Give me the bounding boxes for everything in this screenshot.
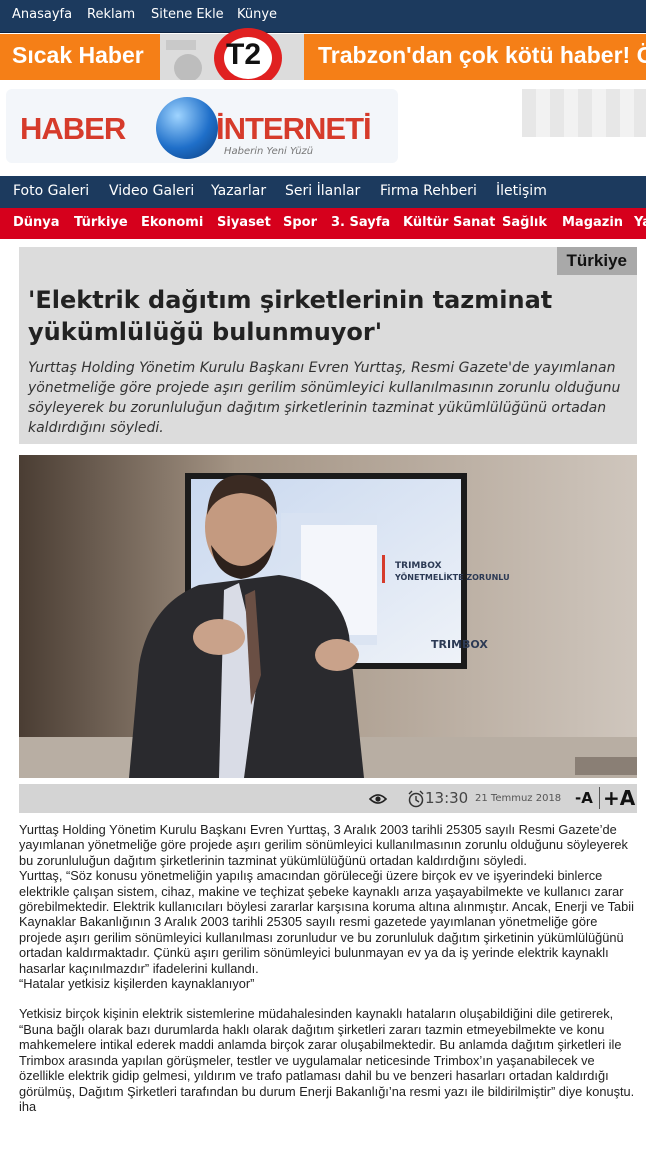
logo-tagline: Haberin Yeni Yüzü: [224, 146, 314, 157]
publish-date: 21 Temmuz 2018: [475, 793, 562, 804]
screen-logo: TRIMBOX: [431, 638, 488, 651]
logo-text-interneti: İNTERNETİ: [216, 111, 371, 146]
cat-economy[interactable]: Ekonomi: [141, 215, 204, 230]
cat-health[interactable]: Sağlık: [502, 215, 547, 230]
hot-news-thumbnail[interactable]: [160, 34, 304, 80]
article-title: 'Elektrik dağıtım şirketlerinin tazminat yükümlülüğü bulunmuyor': [28, 286, 553, 346]
article-subheading: “Hatalar yetkisiz kişilerden kaynaklanıyor”: [19, 976, 255, 992]
eye-icon: [369, 791, 387, 810]
ad-banner[interactable]: [522, 89, 646, 137]
cat-magazine[interactable]: Magazin: [562, 215, 624, 230]
article-paragraph: Yurttaş, “Söz konusu yönetmeliğin yapılış amacından görüleceği üzere birçok ev ve işyerindeki binlerce elektrikle çalışan sistem, cihaz, makine ve teçhizat şebeke kaynaklı arıza yaşayabilmekte ve kullanıcı zarar görebilmektedir. Elektrik kullanıcıları böylesi zararlar karşısına koruma altına alınmıştır. Ancak, Enerji ve Tabii Kaynaklar Bakanlığının 3 Aralık 2003 tarihli 25305 sayılı resmi gazetede yayımlanan yönetmeliğe göre projede aşırı gerilim sönümleyici kullanılması zorunludur ve bu zorunluluk dağıtım şirketinin yükümlülüğünü ortadan kaldırmaktadır. Çünkü aşırı gerilim sönümleyici bulunmayan ev ya da iş yerinde elektrik kaynaklı hasarlar kaçınılmazdır” ifadelerini kullandı.: [19, 868, 634, 976]
category-badge[interactable]: Türkiye: [557, 247, 637, 275]
top-bar: [0, 0, 646, 33]
font-increase-button[interactable]: +A: [603, 786, 636, 810]
nav-video-gallery[interactable]: Video Galeri: [109, 183, 195, 199]
alarm-clock-icon: [407, 790, 425, 812]
cat-world[interactable]: Dünya: [13, 215, 60, 230]
site-logo[interactable]: [6, 89, 398, 163]
cat-turkey[interactable]: Türkiye: [74, 215, 128, 230]
article-paragraph: Yurttaş Holding Yönetim Kurulu Başkanı Evren Yurttaş, 3 Aralık 2003 tarihli 25305 sayılı Resmi Gazete’de yayımlanan yönetmeliğe göre projede aşırı gerilim sönümleyici kullanılmasının zorunlu olduğunu söyleyerek bu zorunluluğun dağıtım şirketlerinin tazminat yükümlülüğünü ortadan kaldırdığını söyledi.: [19, 822, 628, 868]
top-link-home[interactable]: Anasayfa: [12, 7, 73, 22]
article-paragraph: Yetkisiz birçok kişinin elektrik sistemlerine müdahalesinden kaynaklı hataların oluşabildiğini dile getirerek, “Buna bağlı olarak bazı durumlarda haklı olarak dağıtım şirketleri zararı tazmin etmeyebilmekte ve konu mahkemelere intikal ederek maddi anlamda birçok zarar oluşabilmektedir. Bu anlamda dağıtım şirketleri ile Trimbox arasında yapılan görüşmeler, testler ve uygulamalar neticesinde Trimbox’ın yaşanabilecek ve özellikle elektrik gidip gelmesi, yıldırım ve trafo patlaması dahil bu ve benzeri hasarları ortadan kaldırdığı görülmüş, Dağıtım Şirketleri tarafından bu durum Enerji Bakanlığı’na resmi yazı ile bildirilmiştir” diye konuştu. iha: [19, 1006, 635, 1114]
hot-news-headline[interactable]: Trabzon'dan çok kötü haber! Ö: [318, 42, 654, 68]
hot-news-bar: [0, 34, 654, 80]
cat-sports[interactable]: Spor: [283, 215, 318, 230]
screen-subtitle: YÖNETMELİKTE ZORUNLU: [395, 573, 510, 582]
paragraph-gap: [19, 991, 637, 1006]
top-link-ads[interactable]: Reklam: [87, 7, 136, 22]
article-summary: [19, 247, 637, 444]
nav-classifieds[interactable]: Seri İlanlar: [285, 183, 361, 199]
category-nav: [0, 208, 651, 239]
article-meta-bar: [19, 784, 637, 813]
cat-third-page[interactable]: 3. Sayfa: [331, 215, 391, 230]
font-decrease-button[interactable]: -A: [575, 789, 593, 807]
cat-culture[interactable]: Kültür Sanat: [403, 215, 496, 230]
cat-more[interactable]: Ya: [634, 215, 651, 230]
hot-news-label: Sıcak Haber: [12, 42, 144, 68]
nav-company-directory[interactable]: Firma Rehberi: [380, 183, 477, 199]
screen-brand: TRIMBOX: [395, 561, 442, 571]
nav-photo-gallery[interactable]: Foto Galeri: [13, 183, 90, 199]
nav-authors[interactable]: Yazarlar: [211, 183, 267, 199]
nav-contact[interactable]: İletişim: [496, 183, 547, 199]
publish-time: 13:30: [425, 789, 469, 807]
article-image: [19, 455, 637, 778]
article-spot: Yurttaş Holding Yönetim Kurulu Başkanı Evren Yurttaş, Resmi Gazete'de yayımlanan yönetmeliğe göre projede aşırı gerilim sönümleyici kullanılmasının zorunlu olduğunu söyleyerek bu zorunluluğun dağıtım şirketlerinin tazminat yükümlülüğünü ortadan kaldırdığını söyledi.: [28, 360, 621, 436]
font-size-divider: [599, 787, 600, 809]
top-link-add-site[interactable]: Sitene Ekle: [151, 7, 224, 22]
main-nav: [0, 176, 646, 208]
globe-icon: [156, 97, 218, 159]
article-body: [19, 822, 637, 1114]
cat-politics[interactable]: Siyaset: [217, 215, 271, 230]
top-link-imprint[interactable]: Künye: [237, 7, 278, 22]
hot-news-thumb-text: T2: [226, 38, 262, 71]
logo-text-haber: HABER: [20, 111, 126, 146]
